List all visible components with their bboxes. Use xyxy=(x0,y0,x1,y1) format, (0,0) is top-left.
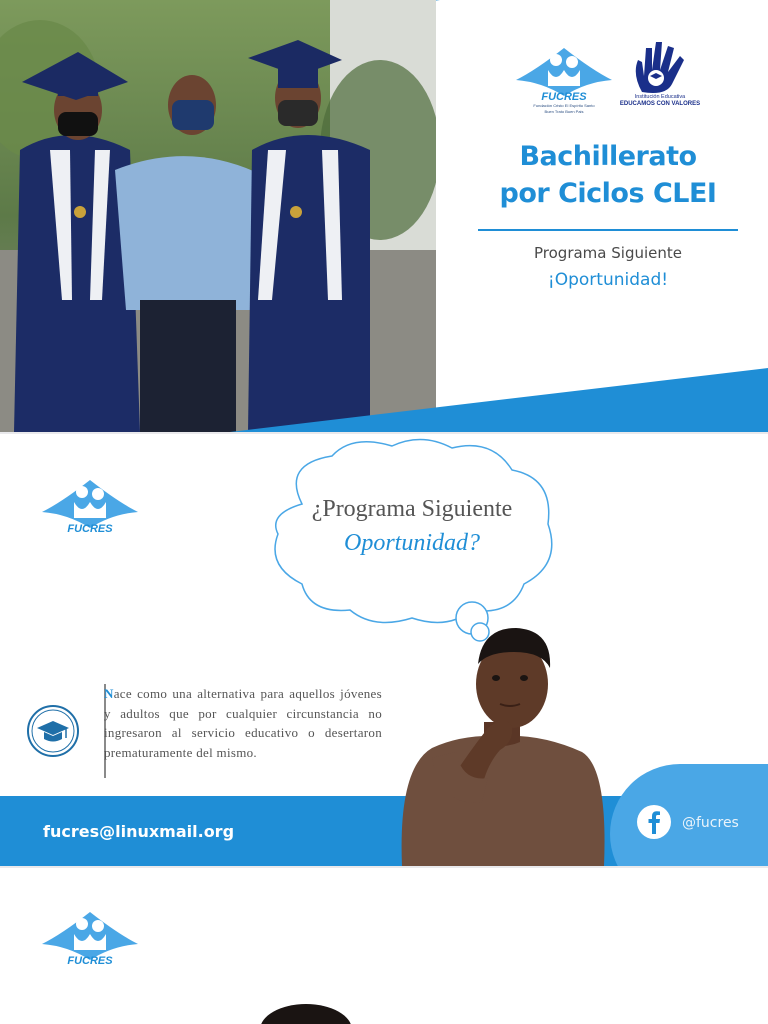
svg-text:Buen Trato Buen Pais: Buen Trato Buen Pais xyxy=(544,109,584,114)
fucres-logo xyxy=(42,904,138,982)
educamos-logo-caption xyxy=(602,94,718,108)
svg-text:FUCRES: FUCRES xyxy=(541,91,587,103)
intro-text: ace como una alternativa para aquellos jóvenes y adultos que por cualquier circunstancia no ingresaron al servicio educativo o desertaron prematuramente del mismo. xyxy=(104,686,382,760)
logo-edu-main-text: EDUCAMOS CON VALORES xyxy=(619,101,701,107)
logo-edu-small-text: Institución Educativa xyxy=(634,94,686,100)
title-divider xyxy=(478,229,738,231)
svg-text:FUCRES: FUCRES xyxy=(67,523,113,535)
intro-first-letter: N xyxy=(104,686,114,701)
fucres-logo xyxy=(516,40,612,118)
svg-text:FUCRES: FUCRES xyxy=(67,955,113,967)
facebook-handle[interactable]: @fucres xyxy=(682,815,739,831)
facebook-icon[interactable] xyxy=(636,804,672,840)
fucres-logo xyxy=(42,472,138,550)
title-line-1: Bachillerato xyxy=(519,141,697,172)
cloud-subtitle: Oportunidad? xyxy=(343,530,480,556)
title-line-2: por Ciclos CLEI xyxy=(499,178,717,209)
bottom-diagonal-band xyxy=(0,360,768,432)
flyer-page-2 xyxy=(0,434,768,866)
email-link[interactable]: fucres@linuxmail.org xyxy=(43,822,235,841)
thinking-person-image xyxy=(392,618,612,866)
graduation-cap-icon xyxy=(26,704,80,758)
flyer-page-1 xyxy=(0,0,768,432)
subtitle: Programa Siguiente xyxy=(534,244,682,262)
page-title xyxy=(478,138,738,212)
svg-text:Fundación Cristo El Espíritu S: Fundación Cristo El Espíritu Santo xyxy=(533,103,595,108)
intro-paragraph xyxy=(104,684,382,762)
tagline: ¡Oportunidad! xyxy=(547,270,669,290)
hand-logo-icon xyxy=(628,40,692,96)
person-hair-image xyxy=(256,1000,356,1024)
cloud-title: ¿Programa Siguiente xyxy=(311,496,513,522)
flyer-page-3 xyxy=(0,868,768,1024)
